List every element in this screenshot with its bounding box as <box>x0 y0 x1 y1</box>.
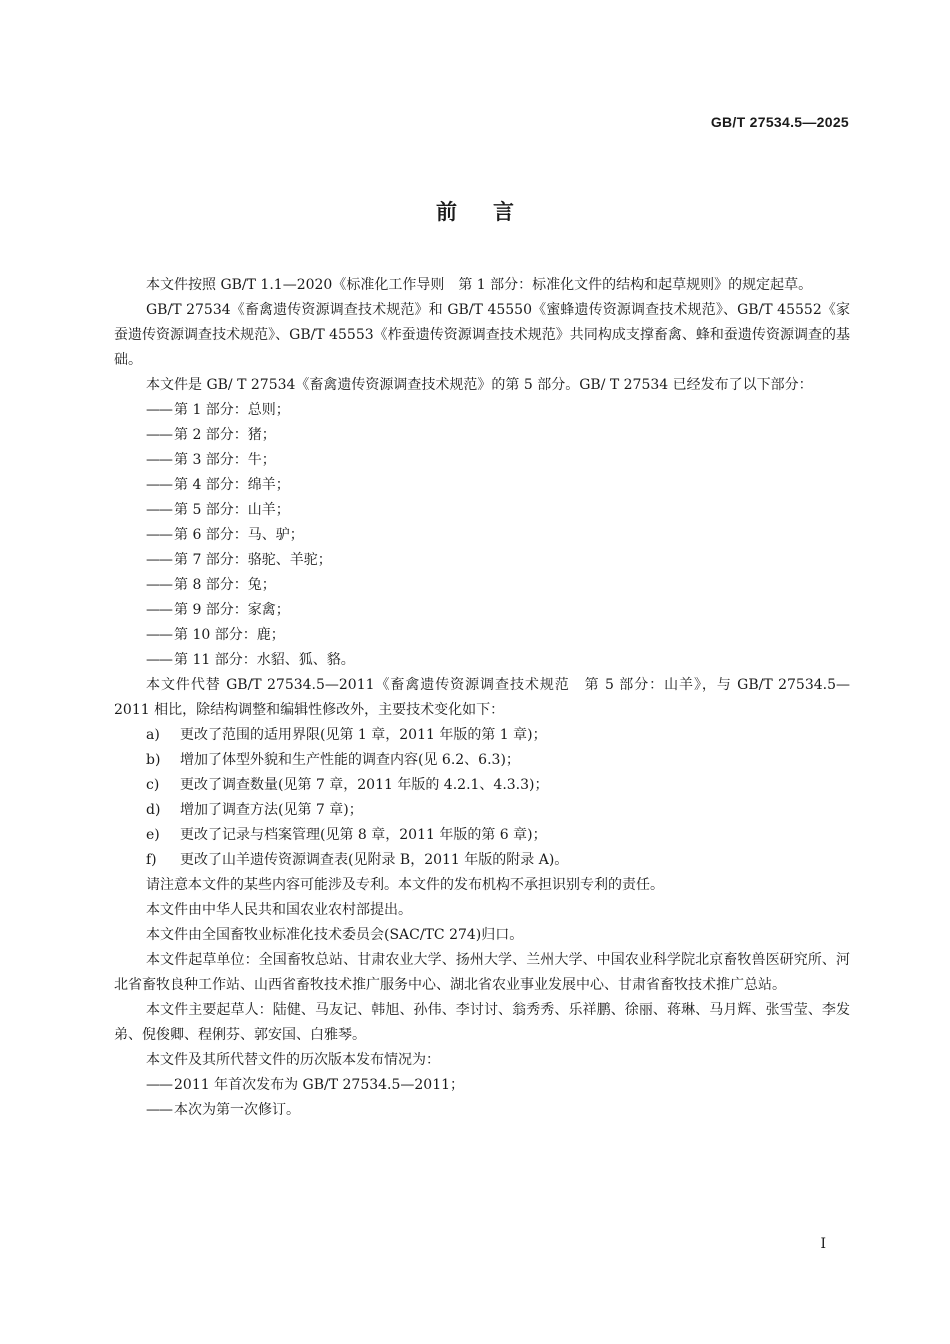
list-item: —— 2011 年首次发布为 GB/T 27534.5—2011； <box>146 1077 465 1093</box>
paragraph-part-info: 本文件是 GB/ T 27534《畜禽遗传资源调查技术规范》的第 5 部分。GB/ T 27534 已经发布了以下部分： <box>146 377 813 393</box>
document-id: GB/T 27534.5—2025 <box>710 114 849 130</box>
list-item: —— 第 3 部分：牛； <box>146 452 276 468</box>
list-item: d) 增加了调查方法(见第 7 章)； <box>146 802 363 818</box>
list-item: —— 第 5 部分：山羊； <box>146 502 290 518</box>
list-item: —— 第 7 部分：骆驼、羊驼； <box>146 552 332 568</box>
list-item: —— 第 6 部分：马、驴； <box>146 527 304 543</box>
changes-list <box>114 723 850 873</box>
list-item: —— 第 2 部分：猪； <box>146 427 276 443</box>
list-item: e) 更改了记录与档案管理(见第 8 章，2011 年版的第 6 章)； <box>146 827 547 843</box>
paragraph-drafting-rules: 本文件按照 GB/T 1.1—2020《标准化工作导则 第 1 部分：标准化文件的结构和起草规则》的规定起草。 <box>146 277 813 293</box>
list-item: b) 增加了体型外貌和生产性能的调查内容(见 6.2、6.3)； <box>146 752 520 768</box>
document-body <box>114 273 850 1123</box>
paragraph-patent-notice: 请注意本文件的某些内容可能涉及专利。本文件的发布机构不承担识别专利的责任。 <box>146 877 664 893</box>
list-item: —— 第 1 部分：总则； <box>146 402 290 418</box>
list-item: —— 第 4 部分：绵羊； <box>146 477 290 493</box>
paragraph-replacement: 本文件代替 GB/T 27534.5—2011《畜禽遗传资源调查技术规范 第 5 部分：山羊》，与 GB/T 27534.5—2011 相比，除结构调整和编辑性修改外，主要技术变化如下： <box>114 677 850 718</box>
list-item: f) 更改了山羊遗传资源调查表(见附录 B，2011 年版的附录 A)。 <box>146 852 569 868</box>
paragraph-proposer: 本文件由中华人民共和国农业农村部提出。 <box>146 902 412 918</box>
page-number: I <box>820 1236 826 1252</box>
paragraph-drafters: 本文件主要起草人：陆健、马友记、韩旭、孙伟、李讨讨、翁秀秀、乐祥鹏、徐丽、蒋琳、马月辉、张雪莹、李发弟、倪俊卿、程俐芬、郭安国、白雅琴。 <box>114 1002 850 1043</box>
list-item: —— 第 8 部分：兔； <box>146 577 276 593</box>
page-title: 前言 <box>436 200 550 224</box>
list-item: —— 第 9 部分：家禽； <box>146 602 290 618</box>
list-item: —— 第 10 部分：鹿； <box>146 627 285 643</box>
paragraph-standards-family: GB/T 27534《畜禽遗传资源调查技术规范》和 GB/T 45550《蜜蜂遗传资源调查技术规范》、GB/T 45552《家蚕遗传资源调查技术规范》、GB/T 45553《柞蚕遗传资源调查技术规范》共同构成支撑畜禽、蜂和蚕遗传资源调查的基础。 <box>114 302 850 368</box>
paragraph-history-intro: 本文件及其所代替文件的历次版本发布情况为： <box>146 1052 440 1068</box>
list-item: —— 第 11 部分：水貂、狐、貉。 <box>146 652 355 668</box>
list-item: a) 更改了范围的适用界限(见第 1 章，2011 年版的第 1 章)； <box>146 727 547 743</box>
paragraph-drafting-units: 本文件起草单位：全国畜牧总站、甘肃农业大学、扬州大学、兰州大学、中国农业科学院北京畜牧兽医研究所、河北省畜牧良种工作站、山西省畜牧技术推广服务中心、湖北省农业事业发展中心、甘肃省畜牧技术推广总站。 <box>114 952 850 993</box>
history-list <box>114 1073 850 1123</box>
parts-list <box>114 398 850 673</box>
paragraph-committee: 本文件由全国畜牧业标准化技术委员会(SAC/TC 274)归口。 <box>146 927 524 943</box>
list-item: c) 更改了调查数量(见第 7 章，2011 年版的 4.2.1、4.3.3)； <box>146 777 549 793</box>
list-item: —— 本次为第一次修订。 <box>146 1102 300 1118</box>
